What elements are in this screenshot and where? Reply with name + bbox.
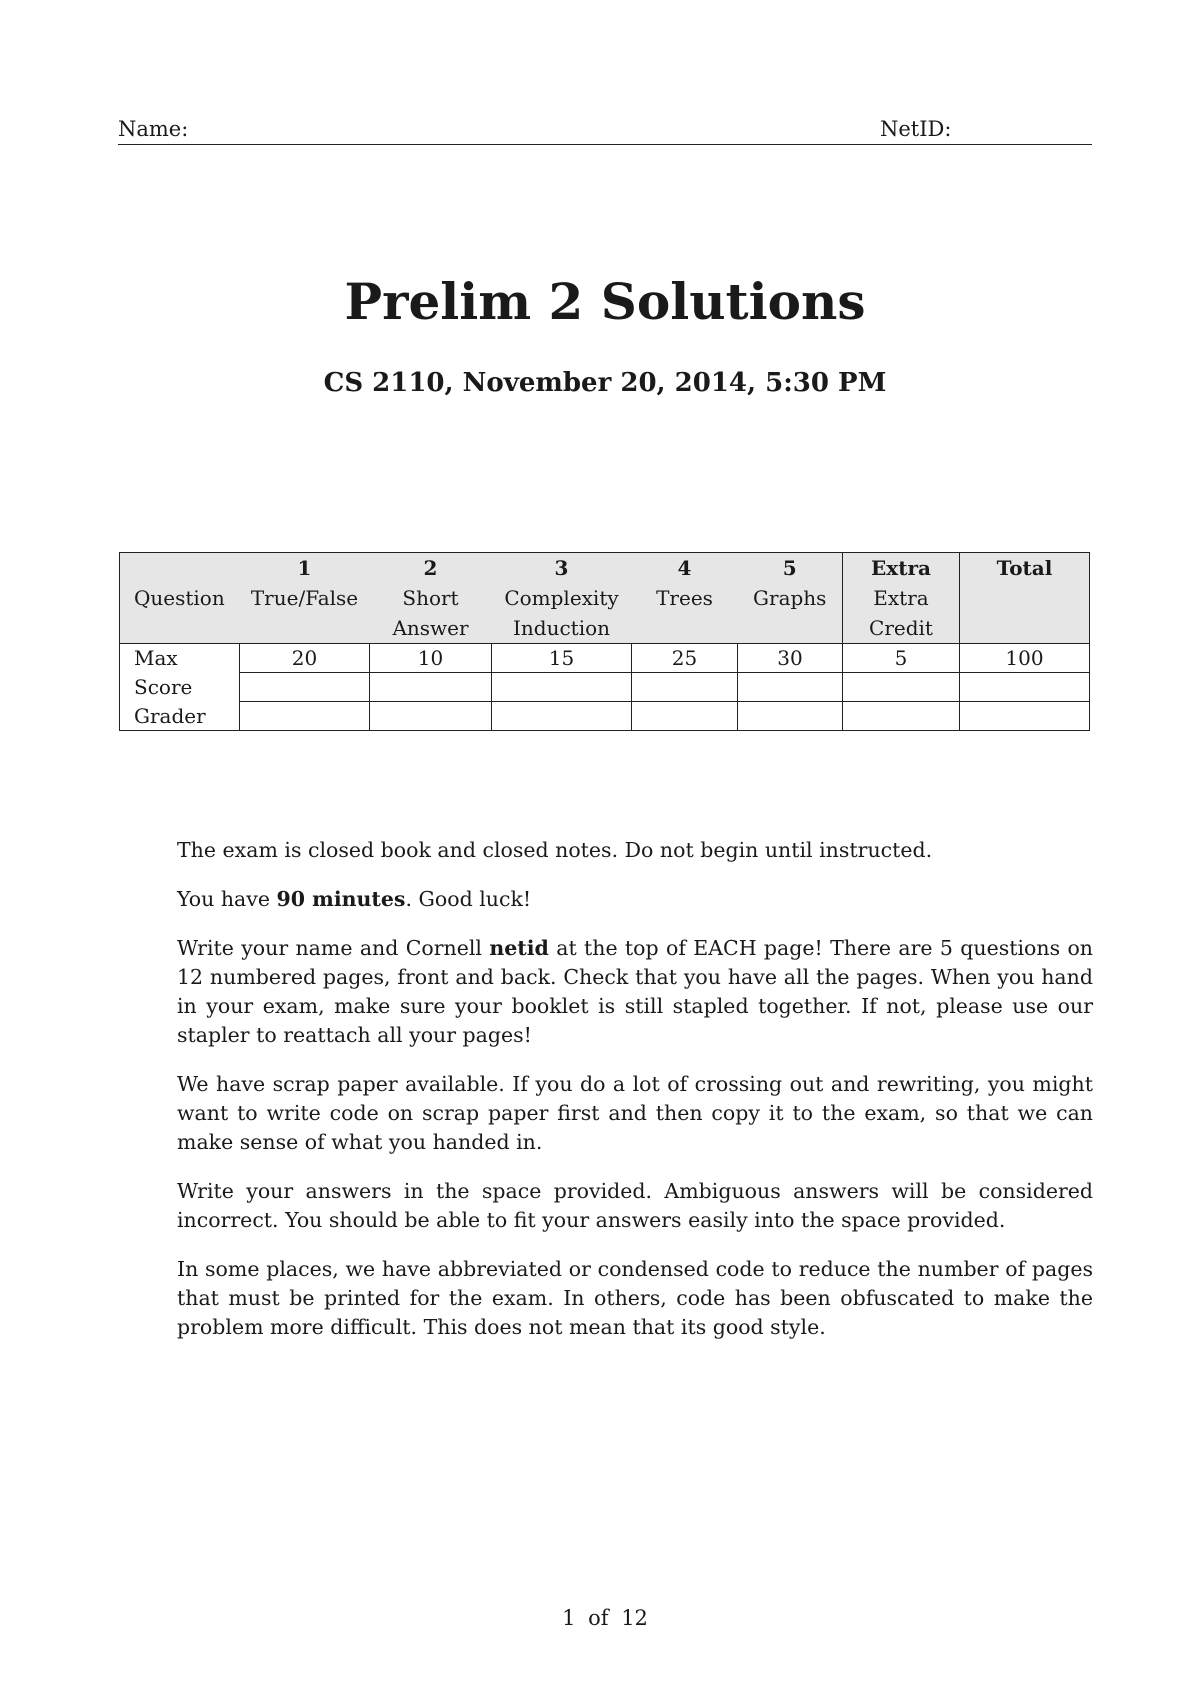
column-number: 2 [423, 556, 438, 580]
exam-instructions [177, 836, 1093, 1362]
column-subtitle [738, 613, 843, 643]
grader-label: Grader [120, 702, 240, 731]
instruction-text: Write your name and Cornell [177, 936, 490, 960]
column-title: Short [402, 586, 459, 610]
page-number: 1 of 12 [562, 1606, 648, 1630]
max-row [120, 644, 1090, 673]
grader-row [120, 702, 1090, 731]
instruction-text: You have [177, 887, 277, 911]
column-subtitle [960, 613, 1089, 643]
max-value: 30 [738, 644, 843, 673]
header-cell-extra [843, 553, 960, 644]
page-title: Prelim 2 Solutions [344, 272, 866, 331]
instruction-answer-space: Write your answers in the space provided. Ambiguous answers will be considered incorrect. You should be able to fit your answers easily into the space provided. [177, 1179, 1093, 1232]
grader-cell [240, 702, 370, 731]
score-table-header-row [120, 553, 1090, 644]
grader-cell [960, 702, 1090, 731]
max-value: 20 [240, 644, 370, 673]
score-cell [843, 673, 960, 702]
column-subtitle [240, 613, 370, 643]
header-cell-q5 [738, 553, 843, 644]
column-number: 3 [554, 556, 569, 580]
max-label: Max [120, 644, 240, 673]
column-title: Graphs [753, 586, 827, 610]
question-label: Question [134, 586, 225, 610]
instruction-code-style: In some places, we have abbreviated or condensed code to reduce the number of pages that must be printed for the exam. In others, code has been obfuscated to make the problem more difficult. This does not mean that its good style. [177, 1257, 1093, 1339]
column-title: Trees [656, 586, 713, 610]
instruction-time [177, 885, 1093, 914]
score-cell [240, 673, 370, 702]
instruction-emphasis: 90 minutes [276, 887, 406, 911]
netid-label: NetID: [880, 117, 952, 141]
column-number: 4 [677, 556, 692, 580]
column-number: Total [996, 556, 1053, 580]
max-value: 25 [632, 644, 738, 673]
instruction-emphasis: netid [489, 936, 549, 960]
header-cell-total [960, 553, 1090, 644]
grader-cell [370, 702, 492, 731]
score-cell [492, 673, 632, 702]
grader-cell [632, 702, 738, 731]
column-number: 1 [297, 556, 312, 580]
column-title: Extra [873, 586, 929, 610]
score-cell [960, 673, 1090, 702]
column-subtitle [632, 613, 738, 643]
column-title [960, 583, 1089, 613]
header-cell-q3 [492, 553, 632, 644]
header-cell-q4 [632, 553, 738, 644]
max-value: 10 [370, 644, 492, 673]
column-number: Extra [871, 556, 931, 580]
column-subtitle: Induction [512, 616, 611, 640]
instruction-text: at the top of EACH page! There are 5 questions on 12 numbered pages, front and back. Check that you have all the pages. When you hand in your exam, make sure your booklet is still stapled together. If not, please use our stapler to reattach all your pages! [177, 936, 1093, 1047]
name-netid-header [118, 112, 1092, 145]
max-value: 15 [492, 644, 632, 673]
max-value: 5 [843, 644, 960, 673]
score-label: Score [120, 673, 240, 702]
column-title: True/False [250, 586, 359, 610]
column-number: 5 [782, 556, 797, 580]
max-value: 100 [960, 644, 1090, 673]
column-title: Complexity [504, 586, 619, 610]
score-cell [370, 673, 492, 702]
instruction-text: . Good luck! [405, 887, 532, 911]
header-cell-q2 [370, 553, 492, 644]
instruction-closed-book: The exam is closed book and closed notes. Do not begin until instructed. [177, 838, 933, 862]
column-subtitle: Credit [869, 616, 933, 640]
name-label: Name: [118, 117, 189, 141]
score-cell [632, 673, 738, 702]
score-row [120, 673, 1090, 702]
page-subtitle: CS 2110, November 20, 2014, 5:30 PM [323, 368, 887, 398]
instruction-scrap-paper: We have scrap paper available. If you do a lot of crossing out and rewriting, you might want to write code on scrap paper first and then copy it to the exam, so that we can make sense of what you handed in. [177, 1072, 1093, 1154]
header-cell-q1 [240, 553, 370, 644]
instruction-name-netid [177, 934, 1093, 1050]
header-cell-question [120, 553, 240, 644]
score-table [119, 552, 1090, 731]
column-subtitle: Answer [392, 616, 469, 640]
grader-cell [492, 702, 632, 731]
grader-cell [843, 702, 960, 731]
grader-cell [738, 702, 843, 731]
score-cell [738, 673, 843, 702]
